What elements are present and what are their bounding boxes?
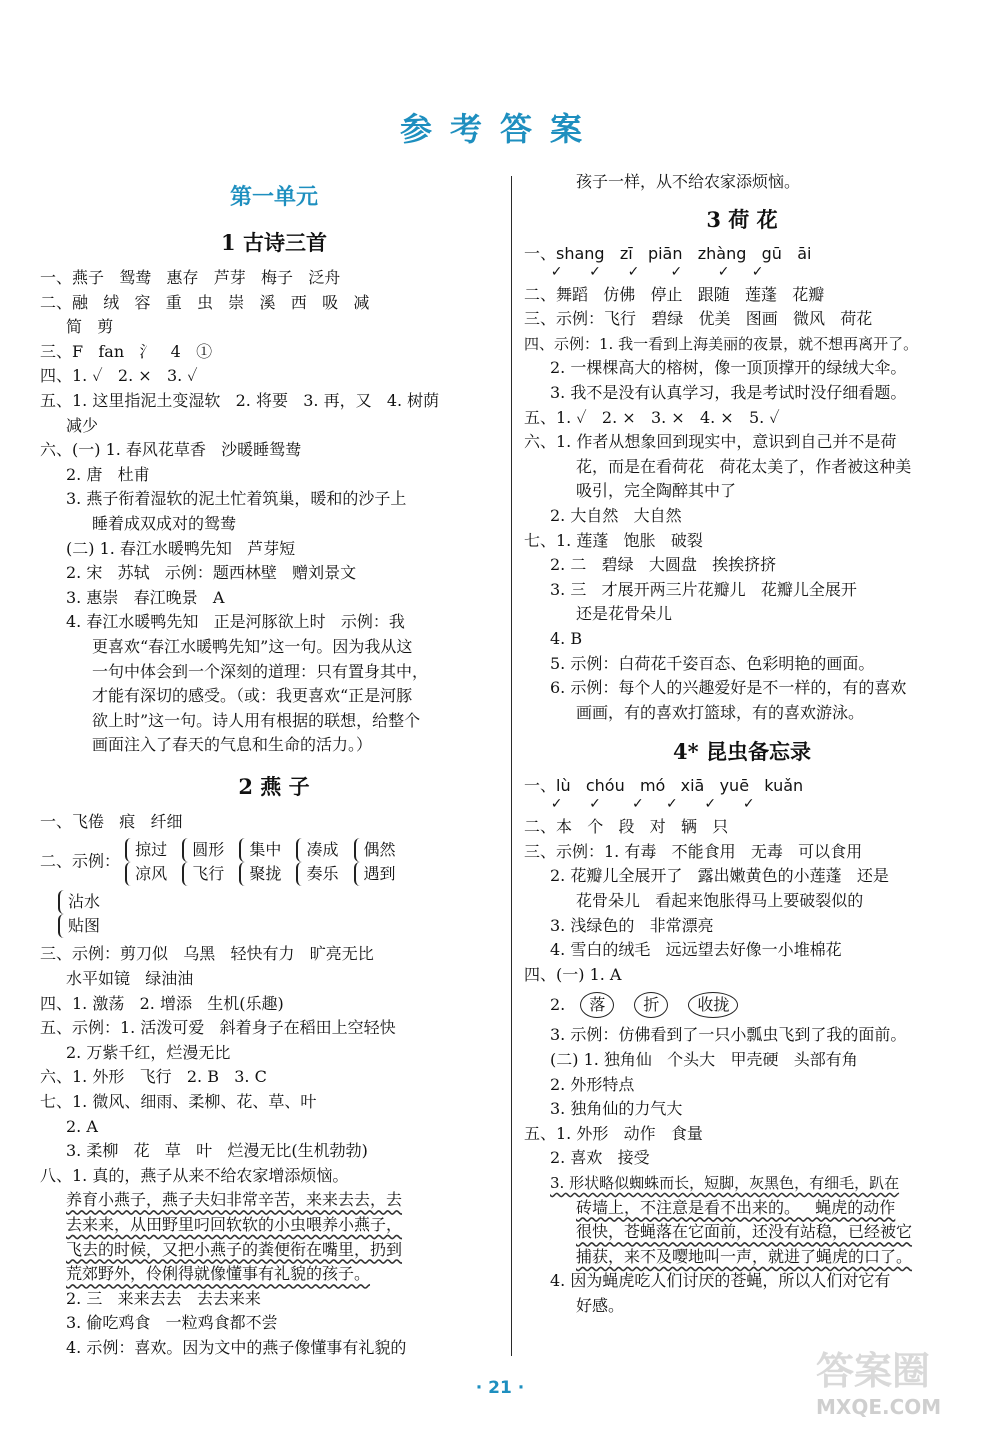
circled-word: 折 xyxy=(634,992,668,1018)
answer-line: 四、示例：1. 我一看到上海美丽的夜景，就不想再离开了。 xyxy=(524,334,919,353)
answer-line: 五、1. 外形 动作 食量 xyxy=(524,1123,703,1143)
answer-line: 2. A xyxy=(66,1116,98,1136)
word: 圆形 xyxy=(182,838,224,862)
answer-line: 2. 一棵棵高大的榕树，像一顶顶撑开的绿绒大伞。 xyxy=(550,358,907,378)
answer-line: 睡着成双成对的鸳鸯 xyxy=(92,513,237,533)
word: 偶然 xyxy=(354,838,396,862)
answer-line: 6. 示例：每个人的兴趣爱好是不一样的，有的喜欢 xyxy=(550,678,907,698)
answer-line: 4. B xyxy=(550,628,583,648)
answer-line: 3. 三 才展开两三片花瓣儿 花瓣儿全展开 xyxy=(550,579,857,599)
answer-line: 五、1. ✓ 2. × 3. × 4. × 5. ✓ xyxy=(524,407,780,427)
answer-line: 2. 大自然 大自然 xyxy=(550,505,682,525)
answer-line: 二、融 绒 容 重 虫 崇 溪 西 吸 减 xyxy=(40,292,370,312)
watermark-text: 答案圈 xyxy=(816,1349,931,1393)
word: 遇到 xyxy=(354,862,396,886)
underlined-answer-line: 荒郊野外，伶俐得就像懂事有礼貌的孩子。 xyxy=(66,1264,371,1284)
answer-line: 4. 示例：喜欢。因为文中的燕子像懂事有礼貌的 xyxy=(66,1337,407,1357)
answer-line: 二、本 个 段 对 辆 只 xyxy=(524,817,729,837)
underlined-answer-line: 3. 形状略似蜘蛛而长，短脚，灰黑色，有细毛，趴在 xyxy=(550,1174,900,1192)
page-title: 参考答案 xyxy=(399,110,600,148)
pinyin-row: 一、shang zī piān zhàng gū āi xyxy=(524,243,812,263)
answer-line: 三、示例：1. 有毒 不能食用 无毒 可以食用 xyxy=(524,841,863,861)
word: 凉风 xyxy=(125,862,167,886)
answer-line: 五、示例：1. 活泼可爱 斜着身子在稻田上空轻快 xyxy=(40,1018,396,1038)
circled-word: 落 xyxy=(580,992,614,1018)
pinyin-row: 一、lù chóu mó xiā yuē kuǎn xyxy=(524,776,804,796)
circled-word: 收拢 xyxy=(688,992,738,1018)
answer-line: 2. 万紫千红，烂漫无比 xyxy=(66,1042,231,1062)
answer-line: 六、(一) 1. 春风花草香 沙暖睡鸳鸯 xyxy=(40,440,302,460)
answer-line: 四、(一) 1. A xyxy=(524,964,622,984)
word: 集中 xyxy=(239,838,281,862)
word: 掠过 xyxy=(125,838,167,862)
page-number: · 21 · xyxy=(475,1378,525,1398)
word-pair xyxy=(182,838,224,886)
check-marks-row: ✓ ✓ ✓ ✓ ✓ ✓ xyxy=(524,263,764,280)
word: 贴图 xyxy=(58,914,100,938)
word: 聚拢 xyxy=(239,862,281,886)
word: 奏乐 xyxy=(296,862,338,886)
answer-line: 3. 燕子衔着湿软的泥土忙着筑巢，暖和的沙子上 xyxy=(66,489,407,509)
answer-line: 2. 外形特点 xyxy=(550,1074,635,1094)
answer-line: 减少 xyxy=(66,415,99,435)
word-pair xyxy=(125,838,167,886)
answer-line: 吸引，完全陶醉其中了 xyxy=(576,481,737,501)
word-pair xyxy=(239,838,281,886)
answer-line: 花骨朵儿 看起来饱胀得马上要破裂似的 xyxy=(576,891,864,911)
answer-line: 2. 喜欢 接受 xyxy=(550,1148,650,1168)
lesson-2-title: 2 燕 子 xyxy=(238,773,310,799)
circled-answers-row: 2. 落 折 收拢 xyxy=(524,987,960,1023)
answer-line: 八、1. 真的，燕子从来不给农家增添烦恼。 xyxy=(40,1165,349,1185)
answer-line: 3. 独角仙的力气大 xyxy=(550,1099,683,1119)
answer-line: 4. 春江水暖鸭先知 正是河豚欲上时 示例：我 xyxy=(66,612,405,632)
answer-line: 简 剪 xyxy=(66,317,114,337)
check-marks-row: ✓ ✓ ✓ ✓ ✓ ✓ xyxy=(524,796,755,813)
right-column xyxy=(524,170,960,1319)
answer-line: 三、F fan 氵 4 ① xyxy=(40,341,213,361)
underlined-answer-line: 飞去的时候，又把小燕子的粪便衔在嘴里，扔到 xyxy=(66,1239,403,1259)
answer-line: 2. 三 来来去去 去去来来 xyxy=(66,1288,261,1308)
watermark-logo xyxy=(816,1340,986,1419)
answer-prefix: 二、示例： xyxy=(40,852,121,872)
underlined-answer-line: 砖墙上，不注意是看不出来的。 蝇虎的动作 xyxy=(576,1197,896,1217)
word-pair xyxy=(354,838,396,886)
lesson-4-title: 4* 昆虫备忘录 xyxy=(673,739,811,765)
answer-line: 四、1. ✓ 2. × 3. ✓ xyxy=(40,366,198,386)
answer-line: 3. 我不是没有认真学习，我是考试时没仔细看题。 xyxy=(550,382,907,402)
underlined-answer-line: 去来来，从田野里叼回软软的小虫喂养小燕子， xyxy=(66,1215,403,1234)
lesson-1-title: 1 古诗三首 xyxy=(221,230,327,255)
answer-line: 2. 宋 苏轼 示例：题西林壁 赠刘景文 xyxy=(66,563,357,583)
answer-line: 四、1. 激荡 2. 增添 生机(乐趣) xyxy=(40,993,284,1013)
answer-line: 三、示例：飞行 碧绿 优美 图画 微风 荷花 xyxy=(524,309,873,329)
answer-line: 3. 偷吃鸡食 一粒鸡食都不尝 xyxy=(66,1313,278,1333)
answer-line: 3. 惠崇 春江晚景 A xyxy=(66,587,225,607)
underlined-answer-line: 捕获，来不及嘤地叫一声，就进了蝇虎的口了。 xyxy=(576,1246,913,1266)
answer-line: 4. 雪白的绒毛 远远望去好像一小堆棉花 xyxy=(550,940,842,960)
answer-line: (二) 1. 春江水暖鸭先知 芦芽短 xyxy=(66,538,296,558)
answer-line: 孩子一样，从不给农家添烦恼。 xyxy=(576,172,801,191)
answer-line: 3. 柔柳 花 草 叶 烂漫无比(生机勃勃) xyxy=(66,1141,368,1161)
answer-line: 好感。 xyxy=(576,1295,625,1315)
answer-line: 一、燕子 鸳鸯 惠存 芦芽 梅子 泛舟 xyxy=(40,268,341,287)
answer-line: 更喜欢“春江水暖鸭先知”这一句。因为我从这 xyxy=(92,636,413,656)
word-pair xyxy=(296,838,338,886)
answer-line: 三、示例：剪刀似 乌黑 轻快有力 旷亮无比 xyxy=(40,944,374,964)
answer-line: 七、1. 莲蓬 饱胀 破裂 xyxy=(524,530,703,550)
answer-line: 4. 因为蝇虎吃人们讨厌的苍蝇，所以人们对它有 xyxy=(550,1271,891,1291)
left-column xyxy=(40,182,508,1361)
answer-line: 3. 示例：仿佛看到了一只小瓢虫飞到了我的面前。 xyxy=(550,1025,907,1045)
answer-line: 欲上时”这一句。诗人用有根据的联想，给整个 xyxy=(92,710,421,730)
answer-line: 画面注入了春天的气息和生命的活力。） xyxy=(92,735,373,755)
answer-line: 五、1. 这里指泥土变湿软 2. 将要 3. 再，又 4. 树荫 xyxy=(40,390,440,410)
underlined-answer-line: 养育小燕子，燕子夫妇非常辛苦，来来去去，去 xyxy=(66,1190,403,1210)
underlined-answer-line: 很快，苍蝇落在它面前，还没有站稳，已经被它 xyxy=(576,1222,913,1242)
answer-line: 3. 浅绿色的 非常漂亮 xyxy=(550,915,714,935)
answer-line: 一句中体会到一个深刻的道理：只有置身其中， xyxy=(92,661,429,681)
answer-line: 2. 二 碧绿 大圆盘 挨挨挤挤 xyxy=(550,555,777,575)
answer-line: 一、飞倦 痕 纤细 xyxy=(40,811,183,831)
unit-title: 第一单元 xyxy=(229,184,318,210)
answer-line: 还是花骨朵儿 xyxy=(576,604,673,624)
answer-line: (二) 1. 独角仙 个头大 甲壳硬 头部有角 xyxy=(550,1050,858,1070)
watermark-url: MXQE.COM xyxy=(816,1395,942,1419)
answer-line: 5. 示例：白荷花千姿百态、色彩明艳的画面。 xyxy=(550,653,875,673)
answer-line: 才能有深切的感受。（或：我更喜欢“正是河豚 xyxy=(92,686,413,706)
answer-line: 六、1. 外形 飞行 2. B 3. C xyxy=(40,1067,267,1087)
word-pair xyxy=(58,890,100,938)
column-divider xyxy=(511,176,512,1356)
word: 沾水 xyxy=(58,890,100,914)
answer-line: 二、舞蹈 仿佛 停止 跟随 莲蓬 花瓣 xyxy=(524,284,825,304)
answer-line: 六、1. 作者从想象回到现实中，意识到自己并不是荷 xyxy=(524,432,897,452)
word: 飞行 xyxy=(182,862,224,886)
word: 凑成 xyxy=(296,838,338,862)
answer-line: 2. 唐 杜甫 xyxy=(66,464,150,484)
brace-groups-row xyxy=(40,838,508,938)
answer-line: 画画，有的喜欢打篮球，有的喜欢游泳。 xyxy=(576,702,865,722)
answer-line: 2. 花瓣儿全展开了 露出嫩黄色的小莲蓬 还是 xyxy=(550,866,889,886)
answer-line: 花，而是在看荷花 荷花太美了，作者被这种美 xyxy=(576,456,912,476)
answer-line: 水平如镜 绿油油 xyxy=(66,969,194,989)
answer-line: 七、1. 微风、细雨、柔柳、花、草、叶 xyxy=(40,1092,317,1112)
lesson-3-title: 3 荷 花 xyxy=(706,206,778,232)
